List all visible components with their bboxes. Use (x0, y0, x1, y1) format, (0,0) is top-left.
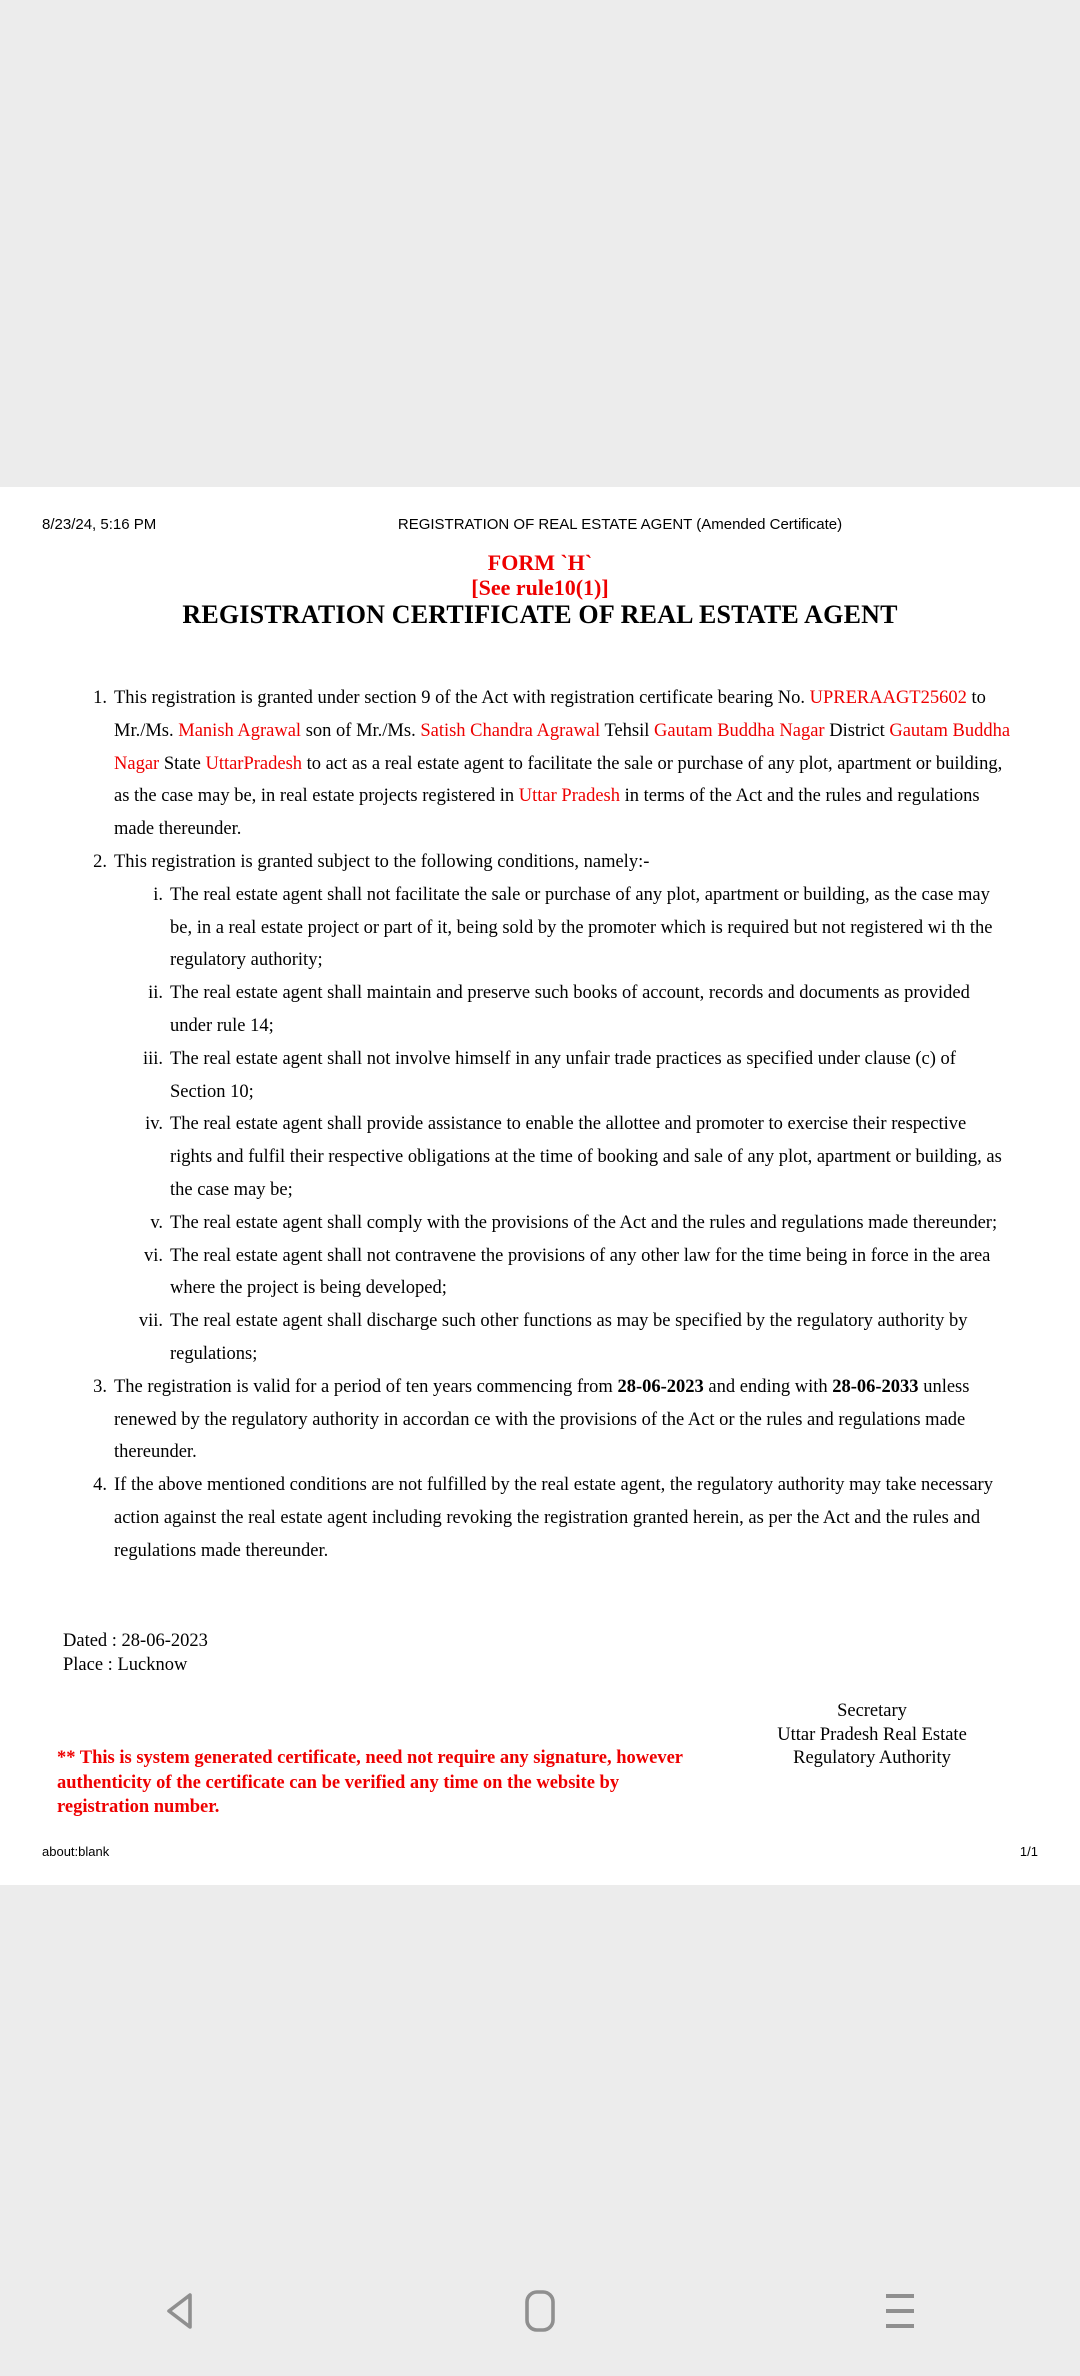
item-marker: iv. (145, 1114, 163, 1135)
body-text: to Mr./Ms. (114, 688, 986, 741)
body-text: The real estate agent shall not facilitate the sale or purchase of any plot, apartment or building, as the case may be, in a real estate project or part of it, being sold by the promoter which is required but not registered wi th the regulatory authority; (170, 884, 993, 971)
dated-line: Dated : 28-06-2023 (63, 1631, 208, 1651)
conditions-list (0, 682, 1012, 1568)
item-text (170, 1114, 1002, 1200)
body-text: This registration is granted subject to the following conditions, namely:- (114, 851, 650, 872)
list-subitem (0, 1240, 1012, 1306)
field-value: Manish Agrawal (178, 720, 302, 741)
list-subitem (0, 1108, 1012, 1206)
document-page (0, 487, 1080, 1885)
item-text (170, 1311, 967, 1364)
signatory-org-line1: Uttar Pradesh Real Estate (777, 1724, 967, 1745)
list-subitem (0, 1305, 1012, 1371)
body-text: The real estate agent shall not involve himself in any unfair trade practices as specified under clause (c) of Section 10; (170, 1048, 956, 1102)
home-square-icon (523, 2289, 557, 2333)
source-url: about:blank (42, 1844, 110, 1859)
item-marker: 3. (93, 1376, 107, 1397)
item-marker: 4. (93, 1475, 107, 1496)
navigation-bar (0, 2276, 1080, 2346)
home-button[interactable] (360, 2276, 720, 2346)
title-block (0, 550, 1080, 629)
body-text: This registration is granted under section 9 of the Act with registration certificate bearing No. (114, 688, 810, 708)
body-text: The real estate agent shall comply with the provisions of the Act and the rules and regulations made thereunder; (170, 1212, 998, 1233)
item-marker: v. (150, 1212, 163, 1233)
body-text: son of Mr./Ms. (301, 720, 421, 741)
body-text: to act as a real estate agent to facilitate the sale or purchase of any plot, apartment or building, as the case may be, in real estate projects registered in (114, 753, 1003, 807)
field-value: UPRERAAGT25602 (809, 688, 967, 708)
item-text (170, 983, 970, 1036)
body-text: The real estate agent shall discharge such other functions as may be specified by the regulatory authority by regulations; (170, 1311, 968, 1364)
certificate-title: REGISTRATION CERTIFICATE OF REAL ESTATE AGENT (182, 600, 898, 629)
back-triangle-icon (163, 2289, 197, 2333)
page-indicator: 1/1 (1019, 1844, 1038, 1859)
field-value: Uttar Pradesh (518, 786, 620, 807)
item-marker: i. (153, 884, 163, 905)
list-item (0, 1469, 1012, 1567)
field-value: Satish Chandra Agrawal (420, 720, 601, 741)
body-text: Tehsil (600, 720, 655, 741)
item-text (170, 1049, 956, 1102)
body-text: State (159, 753, 206, 774)
body-text: and ending with (703, 1376, 833, 1397)
item-marker: ii. (148, 983, 163, 1004)
back-button[interactable] (0, 2276, 360, 2346)
item-text (114, 852, 649, 872)
list-item (0, 1371, 1012, 1469)
item-marker: 1. (93, 688, 107, 708)
rule-reference: [See rule10(1)] (471, 575, 609, 600)
signatory-org-line2: Regulatory Authority (793, 1748, 951, 1768)
signatory-title: Secretary (837, 1701, 907, 1721)
list-subitem (0, 879, 1012, 977)
item-text (170, 885, 993, 971)
body-text: The real estate agent shall not contravene the provisions of any other law for the time being in force in the area where the project is being developed; (170, 1245, 991, 1299)
place-line: Place : Lucknow (63, 1654, 188, 1675)
item-marker: iii. (142, 1048, 163, 1069)
item-text (114, 1475, 993, 1561)
item-marker: 2. (93, 851, 107, 872)
body-text: unless renewed by the regulatory authority in accordan ce with the provisions of the Act or the rules and regulations made thereunder. (114, 1376, 970, 1463)
item-text (114, 1377, 969, 1463)
menu-lines-icon (883, 2289, 917, 2333)
item-text (170, 1213, 997, 1233)
list-subitem (0, 1207, 1012, 1240)
list-item (0, 682, 1012, 846)
body-text: If the above mentioned conditions are not fulfilled by the real estate agent, the regulatory authority may take necessary action against the real estate agent including revoking the registration granted herein, as per the Act and the rules and regulations made thereunder. (114, 1475, 993, 1561)
field-value: UttarPradesh (205, 753, 303, 774)
list-subitem (0, 1043, 1012, 1109)
form-title: FORM `H` (487, 550, 593, 575)
field-value: Gautam Buddha Nagar (654, 720, 825, 741)
print-footer (42, 1844, 1038, 1860)
field-value: Gautam Buddha Nagar (114, 720, 1011, 774)
list-item (0, 846, 1012, 879)
body-text: District (824, 720, 890, 741)
dated-block (63, 1630, 208, 1677)
emphasized-text: 28-06-2033 (832, 1376, 919, 1397)
emphasized-text: 28-06-2023 (617, 1376, 704, 1397)
signatory-block (692, 1700, 1052, 1771)
item-marker: vii. (138, 1311, 163, 1332)
recents-button[interactable] (720, 2276, 1080, 2346)
print-datetime: 8/23/24, 5:16 PM (42, 516, 157, 533)
body-text: in terms of the Act and the rules and regulations made thereunder. (114, 786, 980, 840)
body-text: The real estate agent shall maintain and preserve such books of account, records and documents as provided under rule 14; (170, 983, 970, 1036)
print-doc-title: REGISTRATION OF REAL ESTATE AGENT (Amended Certificate) (397, 516, 843, 533)
item-text (170, 1246, 990, 1299)
item-marker: vi. (143, 1245, 163, 1266)
body-text: The registration is valid for a period of ten years commencing from (114, 1376, 618, 1397)
system-generated-disclaimer: ** This is system generated certificate, need not require any signature, however authenticity of the certificate can be verified any time on the website by registration number. (57, 1748, 683, 1817)
body-text: The real estate agent shall provide assistance to enable the allottee and promoter to exercise their respective rights and fulfil their respective obligations at the time of booking and sale of any plot, apartment or building, as the case may be; (170, 1114, 1002, 1200)
item-text (114, 688, 1010, 839)
list-subitem (0, 977, 1012, 1043)
